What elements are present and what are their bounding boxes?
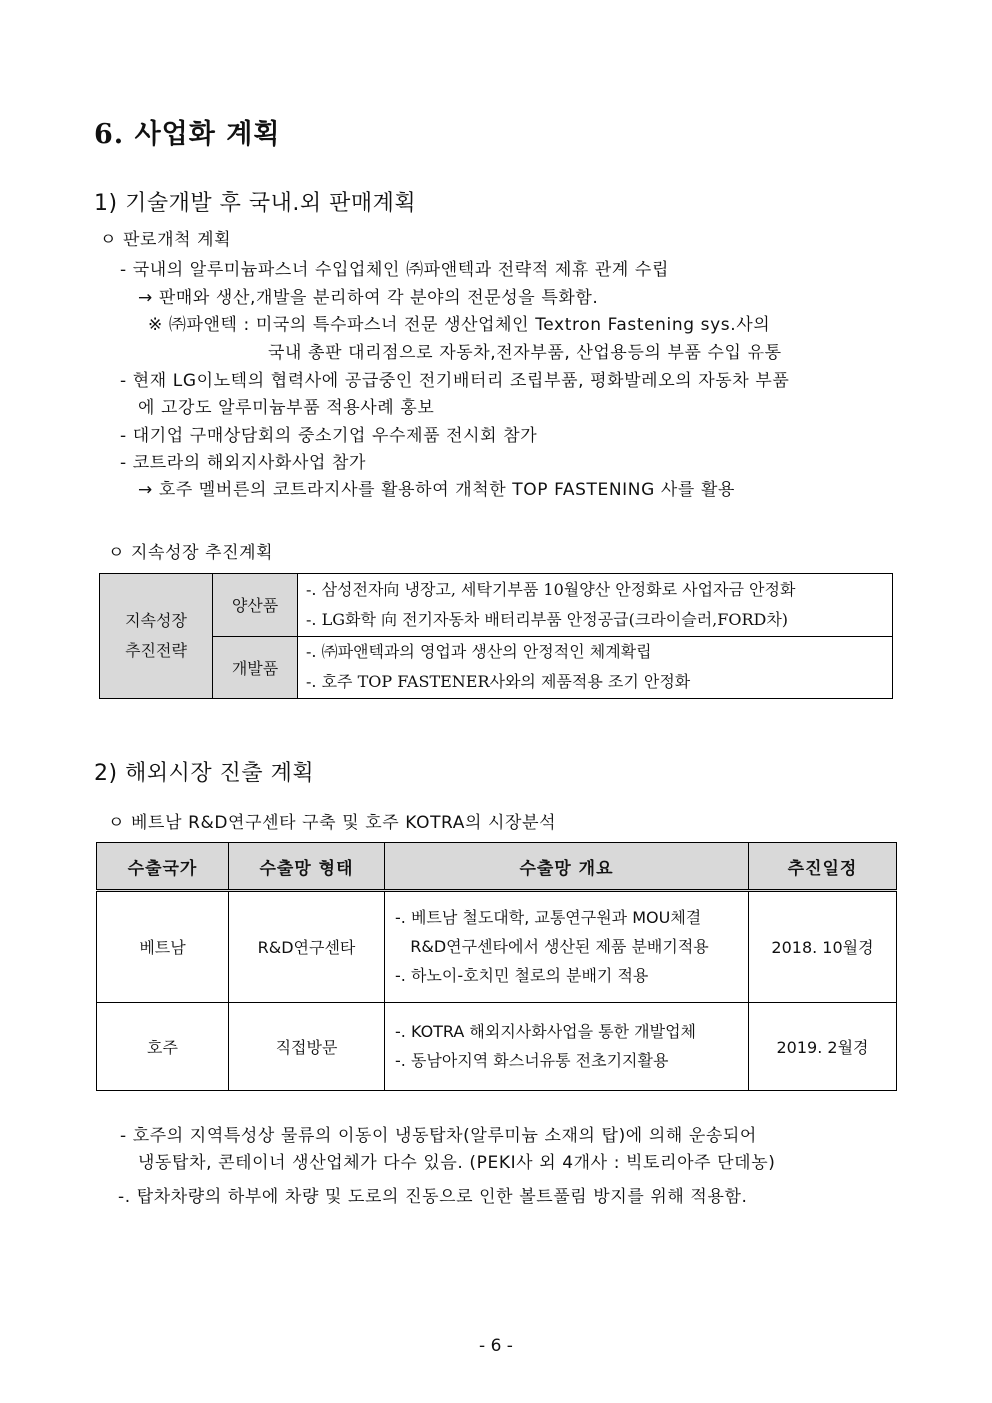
sales-line-3: ※ ㈜파앤텍 : 미국의 특수파스너 전문 생산업체인 Textron Fastening sys.사의 bbox=[148, 315, 771, 335]
strategy-item: -. ㈜파앤텍과의 영업과 생산의 안정적인 체계확립 bbox=[306, 642, 652, 662]
strategy-header-line-1: 지속성장 bbox=[125, 611, 187, 630]
strategy-row-label-mass: 양산품 bbox=[213, 574, 298, 637]
section2-title: 2) 해외시장 진출 계획 bbox=[94, 761, 315, 786]
strategy-item: -. LG화학 向 전기자동차 배터리부품 안정공급(크라이슬러,FORD차) bbox=[306, 609, 789, 629]
overview-line: -. KOTRA 해외지사화사업을 통한 개발업체 bbox=[395, 1022, 696, 1042]
export-plan-table bbox=[96, 842, 897, 1091]
page-number: - 6 - bbox=[479, 1336, 513, 1356]
overview-line: R&D연구센타에서 생산된 제품 분배기적용 bbox=[395, 937, 709, 957]
sales-line-5: - 현재 LG이노텍의 협력사에 공급중인 전기배터리 조립부품, 평화발레오의 자동차 부품 bbox=[120, 371, 790, 391]
sales-line-7: - 대기업 구매상담회의 중소기업 우수제품 전시회 참가 bbox=[120, 426, 538, 446]
note-line-1: - 호주의 지역특성상 물류의 이동이 냉동탑차(알루미늄 소재의 탑)에 의해 운송되어 bbox=[120, 1126, 757, 1146]
strategy-header-cell bbox=[100, 574, 213, 699]
strategy-header-line-2: 추진전략 bbox=[125, 641, 187, 660]
sales-bullet: ㅇ 판로개척 계획 bbox=[100, 230, 232, 250]
sales-line-2: → 판매와 생산,개발을 분리하여 각 분야의 전문성을 특화함. bbox=[138, 288, 599, 308]
section1-title: 1) 기술개발 후 국내.외 판매계획 bbox=[94, 191, 417, 216]
sales-line-6: 에 고강도 알루미늄부품 적용사례 홍보 bbox=[138, 398, 435, 418]
growth-bullet: ㅇ 지속성장 추진계획 bbox=[108, 543, 274, 563]
cell-overview bbox=[385, 1002, 749, 1090]
cell-country: 호주 bbox=[97, 1002, 229, 1090]
strategy-item: -. 호주 TOP FASTENER사와의 제품적용 조기 안정화 bbox=[306, 672, 691, 692]
cell-schedule: 2019. 2월경 bbox=[749, 1002, 897, 1090]
strategy-row-label-dev: 개발품 bbox=[213, 636, 298, 699]
col-header-overview: 수출망 개요 bbox=[385, 843, 749, 891]
sales-line-9: → 호주 멜버른의 코트라지사를 활용하여 개척한 TOP FASTENING 사를 활용 bbox=[138, 480, 735, 500]
table-row bbox=[97, 891, 897, 1002]
overview-line: -. 베트남 철도대학, 교통연구원과 MOU체결 bbox=[395, 908, 702, 928]
cell-country: 베트남 bbox=[97, 891, 229, 1002]
note-line-2: 냉동탑차, 콘테이너 생산업체가 다수 있음. (PEKI사 외 4개사 : 빅토리아주 단데농) bbox=[138, 1153, 776, 1173]
cell-schedule: 2018. 10월경 bbox=[749, 891, 897, 1002]
page-heading: 6. 사업화 계획 bbox=[94, 119, 281, 150]
col-header-country: 수출국가 bbox=[97, 843, 229, 891]
strategy-row-content-mass bbox=[298, 574, 893, 637]
cell-type: R&D연구센타 bbox=[229, 891, 385, 1002]
section2-bullet: ㅇ 베트남 R&D연구센타 구축 및 호주 KOTRA의 시장분석 bbox=[108, 813, 557, 833]
col-header-schedule: 추진일정 bbox=[749, 843, 897, 891]
growth-strategy-table bbox=[99, 573, 893, 699]
strategy-row-content-dev bbox=[298, 636, 893, 699]
overview-line: -. 하노이-호치민 철로의 분배기 적용 bbox=[395, 966, 649, 986]
sales-line-8: - 코트라의 해외지사화사업 참가 bbox=[120, 453, 367, 473]
sales-line-4: 국내 총판 대리점으로 자동차,전자부품, 산업용등의 부품 수입 유통 bbox=[268, 343, 782, 363]
note-line-3: -. 탑차차량의 하부에 차량 및 도로의 진동으로 인한 볼트풀림 방지를 위해 적용함. bbox=[118, 1187, 748, 1207]
cell-type: 직접방문 bbox=[229, 1002, 385, 1090]
cell-overview bbox=[385, 891, 749, 1002]
overview-line: -. 동남아지역 화스너유통 전초기지활용 bbox=[395, 1051, 669, 1071]
table-row bbox=[97, 1002, 897, 1090]
sales-line-1: - 국내의 알루미늄파스너 수입업체인 ㈜파앤텍과 전략적 제휴 관계 수립 bbox=[120, 260, 669, 280]
col-header-type: 수출망 형태 bbox=[229, 843, 385, 891]
strategy-item: -. 삼성전자向 냉장고, 세탁기부품 10월양산 안정화로 사업자금 안정화 bbox=[306, 579, 796, 599]
